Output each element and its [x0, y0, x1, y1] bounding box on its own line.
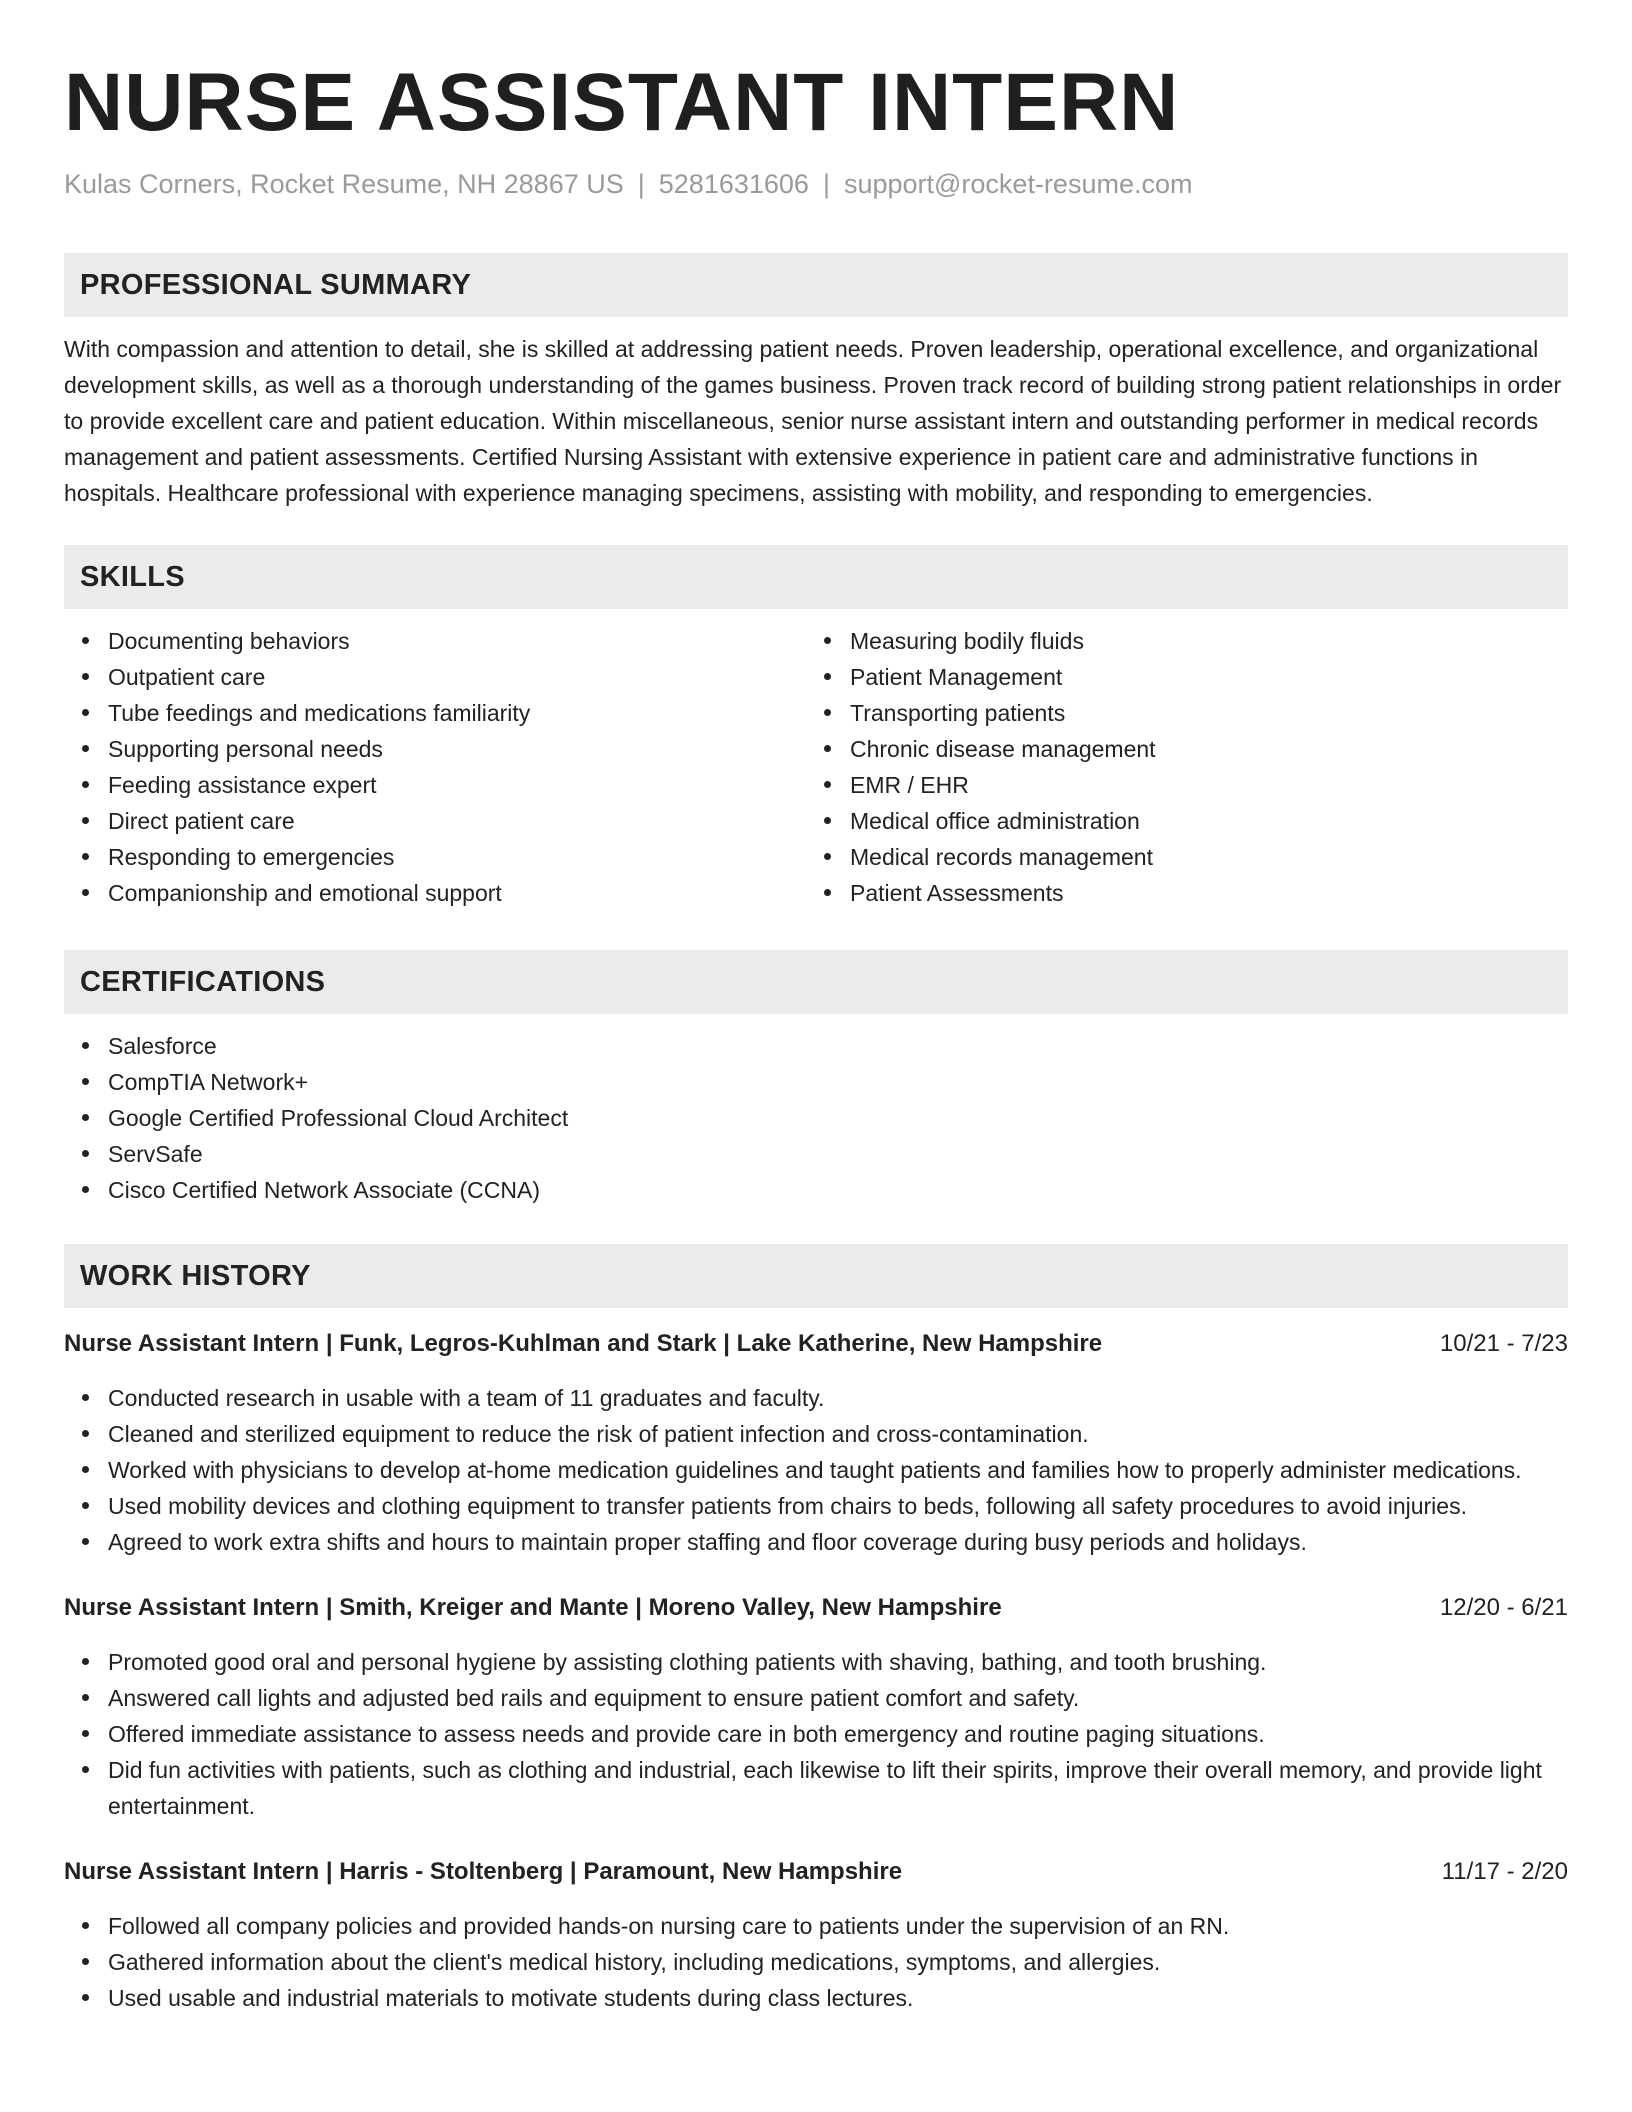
job-title: Nurse Assistant Intern | Harris - Stoltenberg | Paramount, New Hampshire — [64, 1858, 903, 1885]
skill-item: Medical office administration — [850, 803, 1548, 839]
job-header — [64, 1590, 1568, 1626]
skill-item: Patient Assessments — [850, 875, 1548, 911]
job-bullets — [64, 1380, 1568, 1560]
contact-email[interactable]: support@rocket-resume.com — [843, 169, 1193, 199]
job-dates: 11/17 - 2/20 — [1441, 1858, 1568, 1885]
skill-item: Direct patient care — [108, 803, 806, 839]
skill-item: Documenting behaviors — [108, 623, 806, 659]
job-bullets — [64, 1908, 1568, 2016]
skill-item: Tube feedings and medications familiarity — [108, 695, 806, 731]
job-bullet: Used mobility devices and clothing equipment to transfer patients from chairs to beds, following all safety procedures to avoid injuries. — [108, 1488, 1568, 1524]
section-heading-certifications: CERTIFICATIONS — [64, 950, 1568, 1014]
skill-item: Medical records management — [850, 839, 1548, 875]
skills-list-left — [64, 623, 806, 911]
job-bullet: Followed all company policies and provided hands-on nursing care to patients under the supervision of an RN. — [108, 1908, 1568, 1944]
job-bullets — [64, 1644, 1568, 1824]
skill-item: Outpatient care — [108, 659, 806, 695]
job-bullet: Cleaned and sterilized equipment to reduce the risk of patient infection and cross-contamination. — [108, 1416, 1568, 1452]
job-title: Nurse Assistant Intern | Smith, Kreiger and Mante | Moreno Valley, New Hampshire — [64, 1594, 1002, 1621]
resume-page — [64, 48, 1568, 2016]
skill-item: EMR / EHR — [850, 767, 1548, 803]
skills-list-right — [806, 623, 1548, 911]
certification-item: ServSafe — [108, 1136, 1568, 1172]
section-heading-summary: PROFESSIONAL SUMMARY — [64, 253, 1568, 317]
job-bullet: Answered call lights and adjusted bed rails and equipment to ensure patient comfort and safety. — [108, 1680, 1568, 1716]
skill-item: Responding to emergencies — [108, 839, 806, 875]
skill-item: Chronic disease management — [850, 731, 1548, 767]
skill-item: Feeding assistance expert — [108, 767, 806, 803]
contact-separator: | — [637, 169, 645, 199]
job-bullet: Offered immediate assistance to assess needs and provide care in both emergency and routine paging situations. — [108, 1716, 1568, 1752]
certifications-list — [64, 1028, 1568, 1208]
certification-item: Cisco Certified Network Associate (CCNA) — [108, 1172, 1568, 1208]
job-bullet: Agreed to work extra shifts and hours to maintain proper staffing and floor coverage during busy periods and holidays. — [108, 1524, 1568, 1560]
certification-item: CompTIA Network+ — [108, 1064, 1568, 1100]
job-bullet: Gathered information about the client's medical history, including medications, symptoms, and allergies. — [108, 1944, 1568, 1980]
summary-text: With compassion and attention to detail, she is skilled at addressing patient needs. Proven leadership, operational excellence, and organizational development skills, as well as a thorough understanding of the games business. Proven track record of building strong patient relationships in order to provide excellent care and patient education. Within miscellaneous, senior nurse assistant intern and outstanding performer in medical records management and patient assessments. Certified Nursing Assistant with extensive experience in patient care and administrative functions in hospitals. Healthcare professional with experience managing specimens, assisting with mobility, and responding to emergencies. — [64, 336, 1562, 506]
skills-grid — [64, 623, 1568, 911]
job-entry — [64, 1590, 1568, 1824]
skill-item: Transporting patients — [850, 695, 1548, 731]
skill-item: Supporting personal needs — [108, 731, 806, 767]
job-entry — [64, 1326, 1568, 1560]
job-header — [64, 1326, 1568, 1362]
job-entry — [64, 1854, 1568, 2016]
certification-item: Salesforce — [108, 1028, 1568, 1064]
job-bullet: Did fun activities with patients, such as clothing and industrial, each likewise to lift their spirits, improve their overall memory, and provide light entertainment. — [108, 1752, 1568, 1824]
job-dates: 10/21 - 7/23 — [1439, 1330, 1568, 1357]
skill-item: Companionship and emotional support — [108, 875, 806, 911]
skills-column-left — [64, 623, 806, 911]
job-bullet: Conducted research in usable with a team of 11 graduates and faculty. — [108, 1380, 1568, 1416]
contact-phone: 5281631606 — [658, 169, 809, 199]
certification-item: Google Certified Professional Cloud Architect — [108, 1100, 1568, 1136]
skill-item: Measuring bodily fluids — [850, 623, 1548, 659]
job-bullet: Worked with physicians to develop at-home medication guidelines and taught patients and families how to properly administer medications. — [108, 1452, 1568, 1488]
contact-separator: | — [822, 169, 830, 199]
skills-column-right — [806, 623, 1548, 911]
job-header — [64, 1854, 1568, 1890]
candidate-name: NURSE ASSISTANT INTERN — [64, 57, 1180, 148]
job-title: Nurse Assistant Intern | Funk, Legros-Kuhlman and Stark | Lake Katherine, New Hampshire — [64, 1330, 1103, 1357]
job-bullet: Promoted good oral and personal hygiene by assisting clothing patients with shaving, bathing, and tooth brushing. — [108, 1644, 1568, 1680]
job-bullet: Used usable and industrial materials to motivate students during class lectures. — [108, 1980, 1568, 2016]
section-heading-skills: SKILLS — [64, 545, 1568, 609]
job-dates: 12/20 - 6/21 — [1439, 1594, 1568, 1621]
contact-line — [64, 166, 1568, 202]
skill-item: Patient Management — [850, 659, 1548, 695]
contact-address: Kulas Corners, Rocket Resume, NH 28867 US — [64, 169, 624, 199]
section-heading-work-history: WORK HISTORY — [64, 1244, 1568, 1308]
